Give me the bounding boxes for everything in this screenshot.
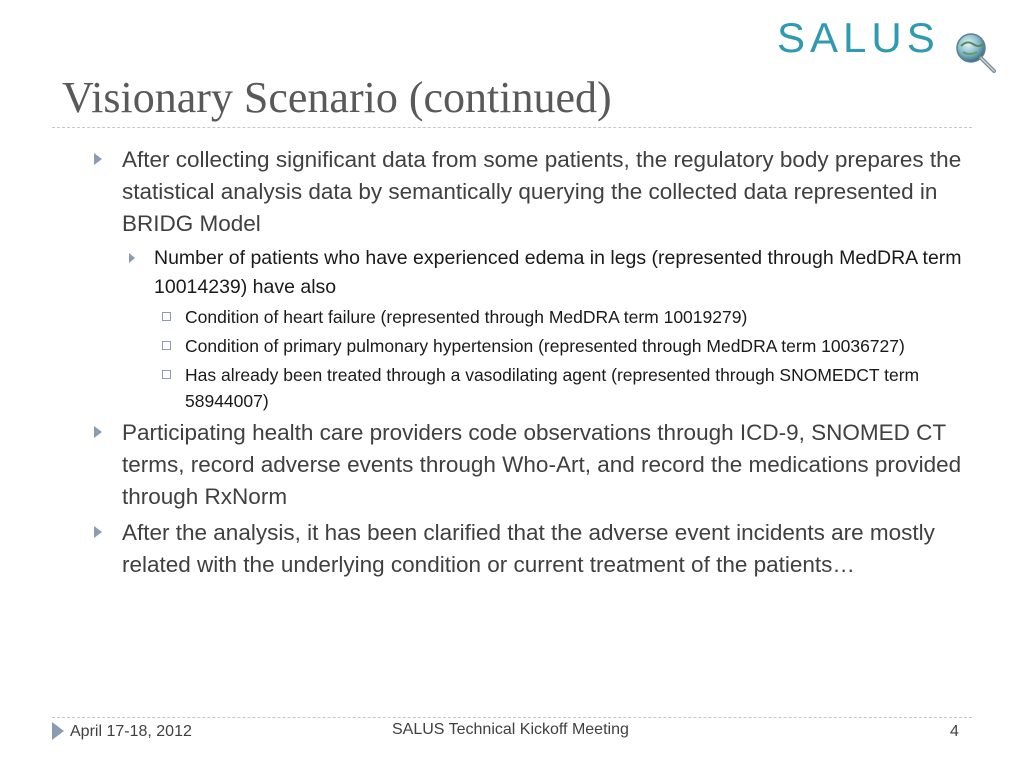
bullet-level1 (92, 144, 972, 240)
bullet-text: Condition of heart failure (represented through MedDRA term 10019279) (185, 307, 748, 327)
bullet-level1 (92, 517, 972, 581)
bullet-text: Participating health care providers code observations through ICD-9, SNOMED CT terms, record adverse events through Who-Art, and record the medications provided through RxNorm (122, 420, 962, 509)
title-divider (52, 127, 972, 128)
square-bullet-icon (162, 370, 171, 379)
footer-divider (52, 717, 972, 718)
square-bullet-icon (162, 341, 171, 350)
bullet-text: Number of patients who have experienced edema in legs (represented through MedDRA term 10014239) have also (154, 247, 962, 298)
bullet-text: Condition of primary pulmonary hypertension (represented through MedDRA term 10036727) (185, 336, 905, 356)
bullet-level1 (92, 417, 972, 513)
triangle-bullet-icon (94, 426, 102, 438)
bullet-text: After the analysis, it has been clarified that the adverse event incidents are mostly related with the underlying condition or current treatment of the patients… (122, 520, 935, 577)
bullet-level3 (92, 362, 972, 414)
globe-magnifier-icon (953, 30, 999, 76)
footer-date: April 17-18, 2012 (70, 723, 192, 740)
triangle-bullet-icon (94, 153, 102, 165)
footer-arrow-icon (52, 722, 64, 740)
logo-text: SALUS (777, 14, 940, 61)
triangle-bullet-icon (129, 253, 135, 263)
bullet-text: After collecting significant data from some patients, the regulatory body prepares the statistical analysis data by semantically querying the collected data represented in BRIDG Model (122, 147, 962, 236)
bullet-level3 (92, 304, 972, 330)
bullet-text: Has already been treated through a vasodilating agent (represented through SNOMEDCT term 58944007) (185, 365, 920, 411)
bullet-level2 (92, 244, 972, 302)
slide-content (92, 144, 972, 585)
salus-logo (777, 10, 1007, 76)
page-number: 4 (950, 723, 959, 740)
footer-meeting-name: SALUS Technical Kickoff Meeting (392, 721, 629, 738)
triangle-bullet-icon (94, 526, 102, 538)
slide-title: Visionary Scenario (continued) (62, 73, 612, 122)
square-bullet-icon (162, 312, 171, 321)
bullet-level3 (92, 333, 972, 359)
